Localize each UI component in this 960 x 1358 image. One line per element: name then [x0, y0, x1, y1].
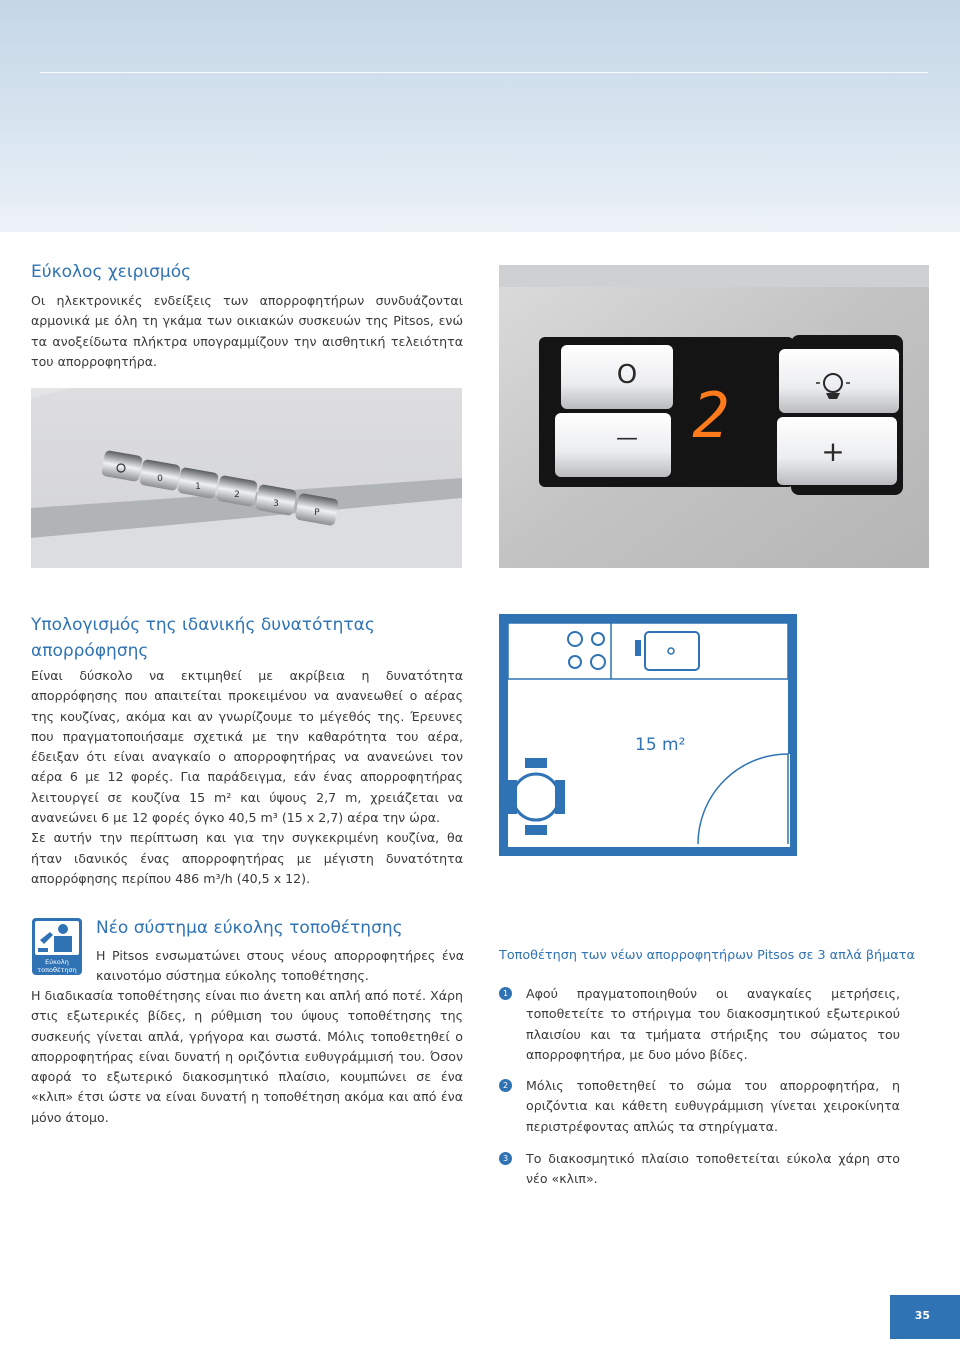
off-button-label: O [616, 360, 638, 390]
control-panel-photo [499, 265, 929, 568]
svg-text:Εύκολη: Εύκολη [45, 958, 69, 966]
step-number-badge: 2 [499, 1079, 512, 1092]
chair-icon [525, 825, 547, 835]
section-text-extraction-capacity [31, 666, 463, 889]
svg-text:1: 1 [195, 482, 201, 492]
chair-icon [555, 780, 565, 814]
easy-installation-icon [32, 918, 82, 975]
page-number-tab [890, 1295, 960, 1339]
light-button-shape [779, 349, 899, 413]
chair-icon [507, 780, 517, 814]
svg-text:P: P [314, 508, 320, 518]
svg-text:2: 2 [234, 490, 240, 500]
capacity-paragraph-2: Σε αυτήν την περίπτωση και για την συγκεκριμένη κουζίνα, θα ήταν ιδανικός ένας απορροφητήρας με μέγιστη δυνατότητα απορρόφησης περίπου 486 m³/h (40,5 x 12). [31, 830, 463, 886]
plus-button-label: + [821, 435, 845, 468]
step-text: Μόλις τοποθετηθεί το σώμα του απορροφητήρα, η οριζόντια και κάθετη ευθυγράμμιση γίνεται χειροκίνητα περιστρέφοντας απλώς τα στηρίγματα. [526, 1078, 900, 1134]
step-number-badge: 3 [499, 1152, 512, 1165]
control-panel-illustration [499, 265, 929, 568]
page-number: 35 [914, 1309, 930, 1322]
minus-button-label: — [616, 426, 638, 451]
banner-divider-line [40, 72, 928, 73]
installation-intro-text: Η Pitsos ενσωματώνει στους νέους απορροφητήρες ένα καινοτόμο σύστημα εύκολης τοποθέτησης. [96, 948, 464, 984]
svg-text:τοποθέτηση: τοποθέτηση [37, 966, 77, 974]
step-number-badge: 1 [499, 987, 512, 1000]
kitchen-floor-plan [499, 614, 797, 856]
top-banner [0, 0, 960, 232]
step-text: Αφού πραγματοποιηθούν οι αναγκαίες μετρήσεις, τοποθετείτε το στήριγμα του διακοσμητικού εξωτερικού πλαισίου και τα τμήματα στήριξης του σώματος του απορροφητήρα, με δυο μόνο βίδες. [526, 986, 900, 1062]
hood-front-photo [31, 388, 462, 568]
svg-text:3: 3 [273, 499, 279, 509]
chair-icon [525, 758, 547, 768]
minus-button-shape [555, 413, 671, 477]
kitchen-plan-drawing [499, 614, 797, 856]
step-text: Το διακοσμητικό πλαίσιο τοποθετείται εύκολα χάρη στο νέο «κλιπ». [526, 1151, 900, 1187]
section-title-easy-installation: Νέο σύστημα εύκολης τοποθέτησης [96, 918, 403, 938]
kitchen-area-label: 15 m² [635, 735, 686, 755]
hood-illustration [31, 388, 462, 568]
section-text-easy-handling: Οι ηλεκτρονικές ενδείξεις των απορροφητήρων συνδυάζονται αρμονικά με όλη τη γκάμα των οικιακών συσκευών της Pitsos, ενώ τα ανοξείδωτα πλήκτρα υπογραμμίζουν την αισθητική τελειότητα του απορροφητήρα. [31, 293, 463, 369]
steps-title: Τοποθέτηση των νέων απορροφητήρων Pitsos σε 3 απλά βήματα [499, 948, 915, 963]
display-digit: 2 [692, 379, 730, 452]
installation-body-text: Η διαδικασία τοποθέτησης είναι πιο άνετη και απλή από ποτέ. Χάρη στις εξωτερικές βίδες, η ρύθμιση του ύψους τοποθέτησης της συσκευής γίνεται απλά, γρήγορα και σωστά. Μόλις τοποθετηθεί ο απορροφητήρας είναι δυνατή η οριζόντια ευθυγράμμισή του. Όσον αφορά το εξωτερικό διακοσμητικό πλαίσιο, κουμπώνει σε ένα «κλιπ» έτσι ώστε να είναι δυνατή η τοποθέτηση ακόμα και από ένα μόνο άτομο. [31, 988, 463, 1125]
svg-text:0: 0 [157, 474, 163, 484]
capacity-paragraph-1: Είναι δύσκολο να εκτιμηθεί με ακρίβεια η δυνατότητα απορρόφησης που απαιτείται προκειμένου να ανανεωθεί ο αέρας της κουζίνας, ακόμα και αν γνωρίζουμε το μέγεθός της. Έρευνες που πραγματοποιήσαμε σχετικά με την καθαρότητα του αέρα, έδειξαν ότι είναι αναγκαίο ο απορροφητήρας να ανανεώνει τον αέρα 6 με 12 φορές. Για παράδειγμα, εάν ένας απορροφητήρας λειτουργεί σε κουζίνα 15 m² και ύψους 2,7 m, χρειάζεται να ανανεώνει 6 με 12 φορές όγκο 40,5 m³ (15 x 2,7) αέρα την ώρα. [31, 668, 463, 826]
section-title-easy-handling: Εύκολος χειρισμός [31, 262, 192, 282]
section-title-extraction-capacity: Υπολογισμός της ιδανικής δυνατότητας απορρόφησης [31, 615, 375, 661]
